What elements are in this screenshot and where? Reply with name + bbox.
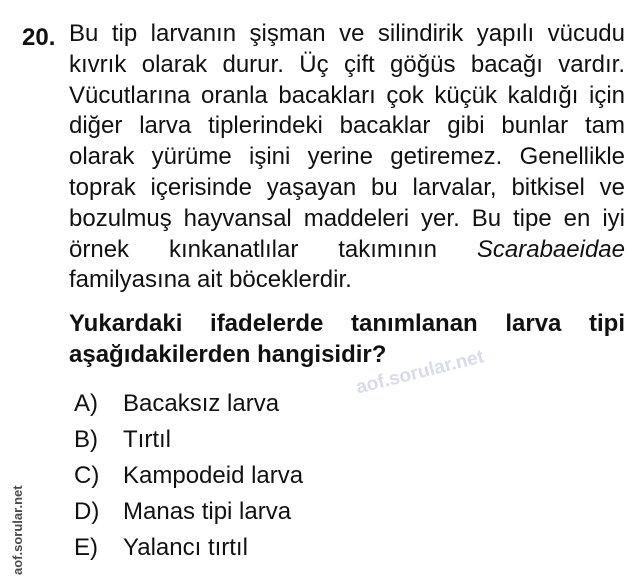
option-letter: B) xyxy=(74,426,98,453)
option-c[interactable] xyxy=(74,461,303,497)
option-text: Kampodeid larva xyxy=(123,462,304,489)
option-d[interactable] xyxy=(74,497,303,533)
question-number: 20. xyxy=(22,24,56,51)
option-b[interactable] xyxy=(74,425,303,461)
option-text: Yalancı tırtıl xyxy=(123,534,248,561)
option-a[interactable] xyxy=(74,389,303,425)
option-letter: E) xyxy=(74,534,98,561)
option-e[interactable] xyxy=(74,533,303,569)
option-text: Bacaksız larva xyxy=(123,390,280,417)
option-letter: A) xyxy=(74,390,98,417)
watermark-center: aof.sorular.net xyxy=(354,346,487,399)
stem-text-italic-term: Scarabaeidae xyxy=(476,235,625,263)
stem-text-part-1: Bu tip larvanın şişman ve silindirik yapılı vücudu kıvrık olarak durur. Üç çift göğüs bacağı vardır. Vücutlarına oranla bacakları çok küçük kaldığı için diğer larva tiplerindeki bacaklar gibi bunlar tam olarak yürüme işini yerine getiremez. Genellikle toprak içerisinde yaşayan bu larvalar, bitkisel ve bozulmuş hayvansal maddeleri yer. Bu tipe en iyi örnek kınkanatlılar takımının xyxy=(69,20,625,263)
watermark-side: aof.sorular.net xyxy=(10,485,25,575)
question-prompt: Yukardaki ifadelerde tanımlanan larva tipi aşağıdakilerden hangisidir? xyxy=(69,310,625,368)
option-letter: D) xyxy=(74,498,100,525)
stem-text-part-2: familyasına ait böceklerdir. xyxy=(69,266,352,294)
answer-options xyxy=(74,389,303,569)
option-text: Manas tipi larva xyxy=(123,498,292,525)
question-stem xyxy=(69,19,625,296)
option-letter: C) xyxy=(74,462,100,489)
option-text: Tırtıl xyxy=(123,426,171,453)
